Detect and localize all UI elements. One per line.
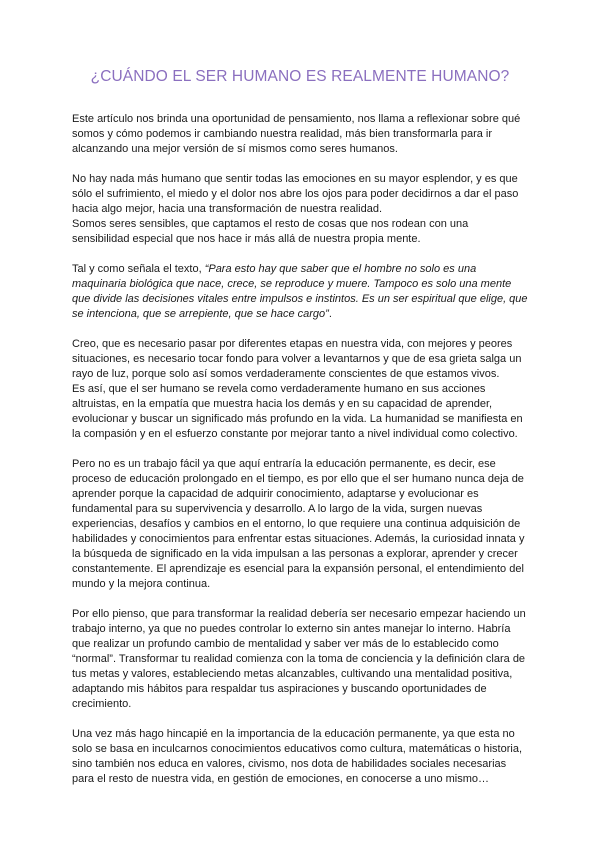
- quote-intro: Tal y como señala el texto,: [72, 263, 205, 275]
- paragraph-line: Es así, que el ser humano se revela como verdaderamente humano en sus acciones altruistas, en la empatía que muestra hacia los demás y en su capacidad de aprender, evolucionar y buscar un significado más profundo en la vida. La humanidad se manifiesta en la compasión y en el esfuerzo constante por mejorar tanto a nivel individual como colectivo.: [72, 383, 523, 440]
- paragraph-intro: [72, 112, 528, 157]
- paragraph-line: Pero no es un trabajo fácil ya que aquí entraría la educación permanente, es decir, ese proceso de educación prolongado en el tiempo, es por ello que el ser humano nunca deja de aprender porque la capacidad de adquirir conocimiento, adaptarse y evolucionar es fundamental para su supervivencia y desarrollo. A lo largo de la vida, surgen nuevas experiencias, desafíos y cambios en el entorno, lo que requiere una continua adquisición de habilidades y conocimientos para enfrentar estas situaciones. Además, la curiosidad innata y la búsqueda de significado en la vida impulsan a las personas a explorar, aprender y crecer constantemente. El aprendizaje es esencial para la expansión personal, el entendimiento del mundo y la mejora continua.: [72, 458, 525, 590]
- paragraph-line: Por ello pienso, que para transformar la realidad debería ser necesario empezar haciendo un trabajo interno, ya que no puedes controlar lo externo sin antes manejar lo interno. Habría que realizar un profundo cambio de mentalidad y saber ver más de lo establecido como “normal”. Transformar tu realidad comienza con la toma de conciencia y la definición clara de tus metas y valores, estableciendo metas alcanzables, cultivando una mentalidad positiva, adaptando mis hábitos para respaldar tus aspiraciones y buscando oportunidades de crecimiento.: [72, 608, 526, 710]
- paragraph-quote: [72, 262, 528, 322]
- paragraph-stages: [72, 337, 528, 442]
- paragraph-line: Este artículo nos brinda una oportunidad de pensamiento, nos llama a reflexionar sobre qué somos y cómo podemos ir cambiando nuestra realidad, más bien transformarla para ir alcanzando una mejor versión de sí mismos como seres humanos.: [72, 113, 521, 155]
- paragraph-line: Somos seres sensibles, que captamos el resto de cosas que nos rodean con una sensibilidad especial que nos hace ir más allá de nuestra propia mente.: [72, 218, 469, 245]
- paragraph-conclusion: [72, 727, 528, 787]
- paragraph-line: No hay nada más humano que sentir todas las emociones en su mayor esplendor, y es que sólo el sufrimiento, el miedo y el dolor nos abre los ojos para poder decidirnos a dar el paso hacia algo mejor, hacia una transformación de nuestra realidad.: [72, 173, 519, 215]
- paragraph-transform: [72, 607, 528, 712]
- paragraph-emotions: [72, 172, 528, 247]
- quote-text: “Para esto hay que saber que el hombre no solo es una maquinaria biológica que nace, crece, se reproduce y muere. Tampoco es solo una mente que divide las decisiones vitales entre impulsos e instintos. Es un ser espiritual que elige, que se intenciona, que se arrepiente, que se hace cargo”: [72, 263, 528, 320]
- paragraph-education: [72, 457, 528, 592]
- quote-outro: .: [328, 308, 332, 320]
- page-title: ¿CUÁNDO EL SER HUMANO ES REALMENTE HUMANO?: [90, 68, 510, 85]
- paragraph-line: Creo, que es necesario pasar por diferentes etapas en nuestra vida, con mejores y peores situaciones, es necesario tocar fondo para volver a levantarnos y que de esa grieta salga un rayo de luz, porque solo así somos verdaderamente conscientes de que estamos vivos.: [72, 338, 522, 380]
- paragraph-line: Una vez más hago hincapié en la importancia de la educación permanente, ya que esta no solo se basa en inculcarnos conocimientos educativos como cultura, matemáticas o historia, sino también nos educa en valores, civismo, nos dota de habilidades sociales necesarias para el resto de nuestra vida, en gestión de emociones, en conocerse a uno mismo…: [72, 728, 523, 785]
- document-page: [72, 68, 528, 802]
